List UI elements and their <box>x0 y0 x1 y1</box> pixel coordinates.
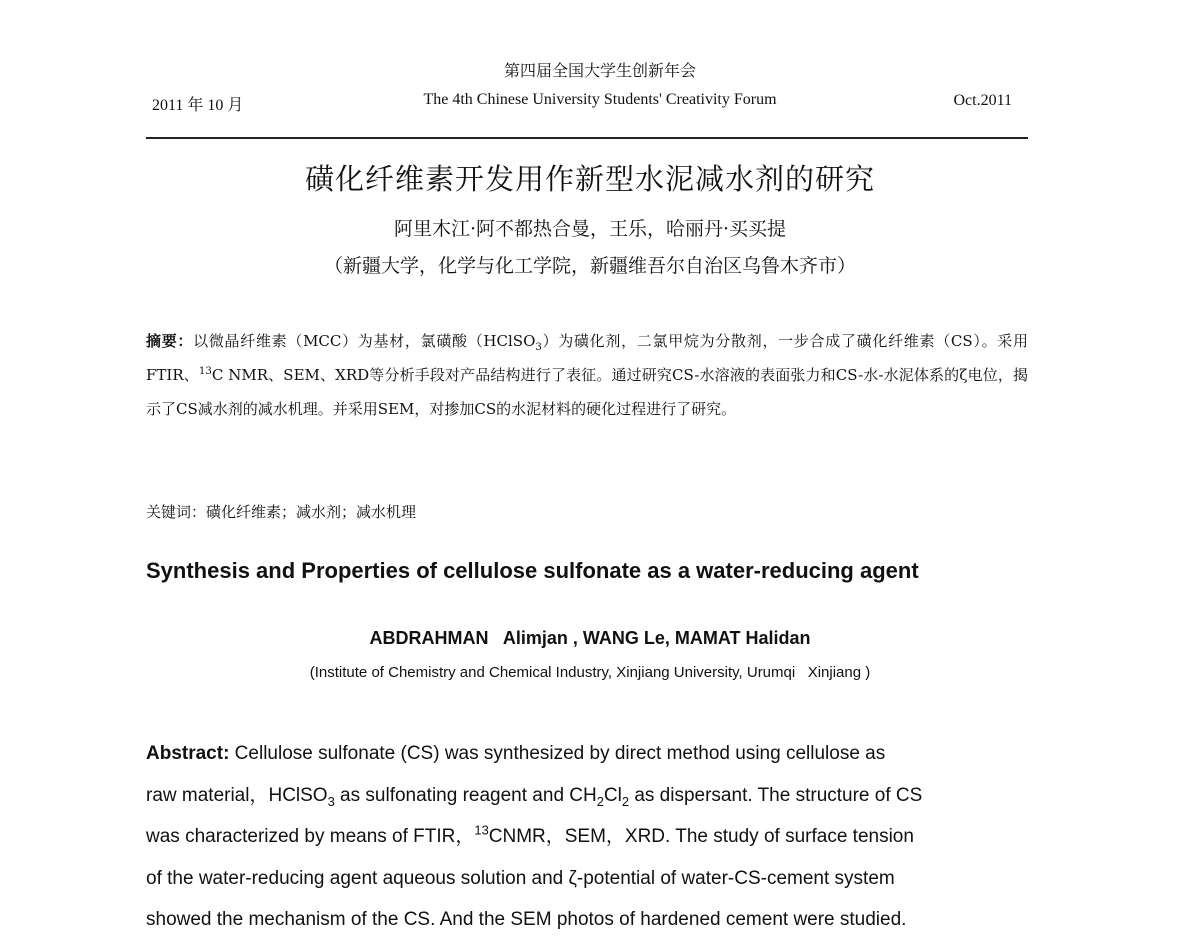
abstract-en-text: showed the mechanism of the CS. And the SEM photos of hardened cement were studied. <box>146 909 907 930</box>
abstract-en-sup: 13 <box>474 822 489 838</box>
abstract-en-text: as sulfonating reagent and CH <box>334 784 597 806</box>
keywords-cn <box>146 501 1028 522</box>
abstract-en-text: raw material，HClSO <box>146 784 328 806</box>
abstract-cn-sub: 3 <box>535 342 542 353</box>
abstract-en-line <box>146 733 1046 775</box>
abstract-cn <box>146 324 1028 426</box>
abstract-en-line <box>146 858 1046 900</box>
abstract-en <box>146 733 1046 941</box>
keywords-cn-text: 磺化纤维素；减水剂；减水机理 <box>206 503 417 521</box>
header-forum-en: The 4th Chinese University Students' Creativity Forum <box>423 91 777 108</box>
abstract-en-text: as dispersant. The structure of CS <box>629 784 923 806</box>
abstract-en-text: CNMR，SEM，XRD. The study of surface tension <box>488 826 914 847</box>
authors-cn: 阿里木江·阿不都热合曼，王乐，哈丽丹·买买提 <box>393 218 787 240</box>
abstract-en-text: of the water-reducing agent aqueous solution and ζ-potential of water-CS-cement system <box>146 867 895 889</box>
abstract-en-line <box>146 899 1046 941</box>
abstract-en-line <box>146 775 1046 817</box>
abstract-en-label: Abstract: <box>146 743 230 764</box>
title-en: Synthesis and Properties of cellulose sulfonate as a water-reducing agent <box>146 558 919 583</box>
abstract-en-sub: 2 <box>621 793 630 809</box>
abstract-en-text: Cl <box>603 784 622 806</box>
abstract-cn-text-2: ）为磺化剂，二氯甲烷为分散剂，一步合成了磺化纤维素（CS）。采用FTIR、 <box>146 332 1028 384</box>
keywords-cn-label: 关键词： <box>146 503 207 521</box>
abstract-en-text: was characterized by means of FTIR， <box>146 826 475 847</box>
header-forum-cn: 第四届全国大学生创新年会 <box>503 61 696 80</box>
abstract-cn-text-3: C NMR、SEM、XRD等分析手段对产品结构进行了表征。通过研究CS-水溶液的表面张力和CS-水-水泥体系的ζ电位，揭示了CS减水剂的减水机理。并采用SEM，对掺加CS的水泥材料的硬化过程进行了研究。 <box>146 366 1028 418</box>
title-cn: 磺化纤维素开发用作新型水泥减水剂的研究 <box>304 162 875 196</box>
header-date-cn: 2011 年 10 月 <box>152 97 244 114</box>
header-date-en: Oct.2011 <box>953 92 1012 109</box>
affiliation-cn: （新疆大学，化学与化工学院，新疆维吾尔自治区乌鲁木齐市） <box>323 255 856 277</box>
affiliation-en: (Institute of Chemistry and Chemical Industry, Xinjiang University, Urumqi Xinjiang ) <box>309 664 871 681</box>
abstract-cn-sup: 13 <box>198 366 212 377</box>
abstract-en-sub: 3 <box>327 793 335 809</box>
header-rule <box>146 137 1028 139</box>
abstract-en-text: Cellulose sulfonate (CS) was synthesized by direct method using cellulose as <box>229 743 886 764</box>
abstract-cn-label: 摘要： <box>146 332 194 350</box>
header-forum <box>300 60 900 112</box>
authors-en: ABDRAHMAN Alimjan , WANG Le, MAMAT Halidan <box>369 628 811 648</box>
abstract-en-line <box>146 816 1046 858</box>
abstract-cn-text-1: 以微晶纤维素（MCC）为基材，氯磺酸（HClSO <box>193 332 536 350</box>
abstract-en-sub: 2 <box>596 793 604 809</box>
